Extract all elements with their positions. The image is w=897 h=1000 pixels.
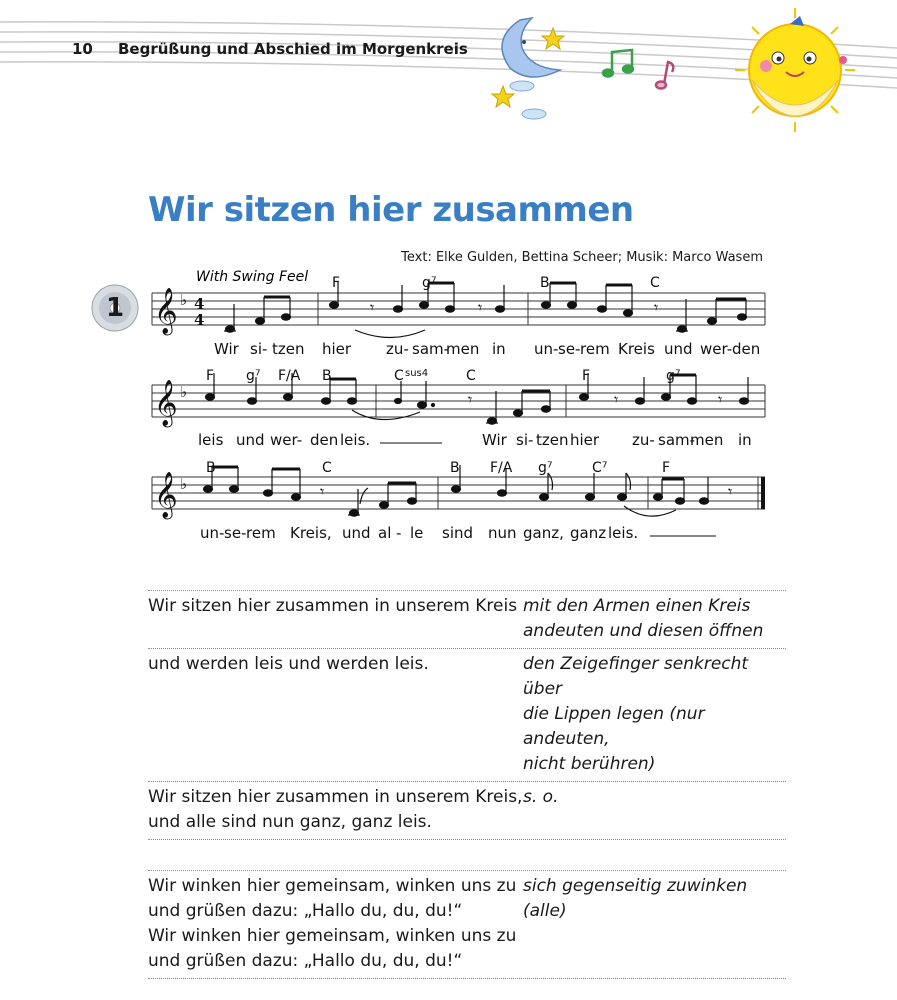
svg-text:𝄾: 𝄾 xyxy=(370,298,375,317)
gesture-line: s. o. xyxy=(523,787,559,807)
treble-clef-icon: 𝄞 xyxy=(154,472,178,518)
lyric-syllable: rem xyxy=(246,524,276,542)
lyric-syllable: den xyxy=(732,340,761,358)
staff-system-1 xyxy=(152,293,765,325)
lyric-syllable: al xyxy=(378,524,392,542)
song-text-line: und grüßen dazu: „Hallo du, du, du!“ xyxy=(148,901,463,921)
chord: B xyxy=(322,368,332,384)
lyric-syllable: wer- xyxy=(700,340,733,358)
song-text-cell xyxy=(148,594,523,644)
lyric-syllable: leis. xyxy=(340,431,371,449)
lyric-syllable: in xyxy=(492,340,506,358)
chord: F xyxy=(206,368,215,384)
lyric-syllable: Kreis, xyxy=(290,524,332,542)
song-text-line: Wir sitzen hier zusammen in unserem Kreis xyxy=(148,596,518,616)
svg-text:𝄾: 𝄾 xyxy=(614,390,619,409)
chord: C xyxy=(394,368,404,384)
chord: B xyxy=(450,460,460,476)
chord: C xyxy=(466,368,476,384)
table-row xyxy=(148,648,786,781)
song-text-line: und grüßen dazu: „Hallo du, du, du!“ xyxy=(148,951,463,971)
lyric-syllable: Wir xyxy=(214,340,239,358)
lyric-syllable: und xyxy=(342,524,371,542)
lyric-syllable: leis xyxy=(198,431,224,449)
gesture-line: andeuten und diesen öffnen xyxy=(523,621,764,641)
svg-text:𝄾: 𝄾 xyxy=(468,390,473,409)
lyric-syllable: in xyxy=(738,431,752,449)
action-table xyxy=(148,590,786,979)
gesture-cell xyxy=(523,652,786,777)
gesture-line: den Zeigefinger senkrecht über xyxy=(523,654,749,699)
chapter-title: Begrüßung und Abschied im Morgenkreis xyxy=(118,40,468,58)
chord: B xyxy=(206,460,216,476)
chord: F xyxy=(332,275,341,291)
lyric-syllable: un- xyxy=(534,340,559,358)
lyric-syllable: ganz, xyxy=(523,524,564,542)
treble-clef-icon: 𝄞 xyxy=(154,288,178,334)
time-signature-icon: 4 xyxy=(194,295,205,313)
gesture-line: nicht berühren) xyxy=(523,754,656,774)
lyric-syllable: zu- xyxy=(632,431,655,449)
flat-icon: ♭ xyxy=(180,383,188,401)
lyric-syllable: wer- xyxy=(270,431,303,449)
lyric-syllable: rem xyxy=(580,340,610,358)
chord: F/A xyxy=(490,460,513,476)
gesture-line: die Lippen legen (nur andeuten, xyxy=(523,704,705,749)
chord: F xyxy=(582,368,591,384)
lyric-syllable: Kreis xyxy=(618,340,655,358)
lyric-syllable: ganz xyxy=(570,524,607,542)
lyric-syllable: und xyxy=(236,431,265,449)
song-credits: Text: Elke Gulden, Bettina Scheer; Musik: Marco Wasem xyxy=(401,250,763,265)
chord-modifier: sus4 xyxy=(405,368,429,379)
song-text-line: Wir winken hier gemeinsam, winken uns zu xyxy=(148,876,517,896)
gesture-cell xyxy=(523,785,786,835)
lyric-syllable: se- xyxy=(224,524,247,542)
svg-text:𝄾: 𝄾 xyxy=(478,298,483,317)
table-row xyxy=(148,781,786,840)
song-text-cell xyxy=(148,874,523,974)
chord: g⁷ xyxy=(666,368,681,384)
lyric-syllable: sind xyxy=(442,524,474,542)
flat-icon: ♭ xyxy=(180,475,188,493)
staff-system-2 xyxy=(152,385,765,417)
table-row xyxy=(148,590,786,648)
chord: C⁷ xyxy=(592,460,608,476)
song-text-cell xyxy=(148,652,523,777)
svg-text:𝄾: 𝄾 xyxy=(320,482,325,501)
song-title: Wir sitzen hier zusammen xyxy=(148,190,634,230)
lyric-syllable: - xyxy=(396,524,402,542)
lyric-syllable: si- xyxy=(250,340,268,358)
track-number: 1 xyxy=(105,293,125,323)
lyric-syllable: sam- xyxy=(412,340,450,358)
page-number: 10 xyxy=(72,40,93,58)
song-text-cell xyxy=(148,785,523,835)
chord: C xyxy=(322,460,332,476)
lyric-syllable: sam- xyxy=(658,431,696,449)
lyric-syllable: hier xyxy=(570,431,600,449)
lyric-syllable: tzen xyxy=(272,340,305,358)
flat-icon: ♭ xyxy=(180,291,188,309)
svg-text:𝄾: 𝄾 xyxy=(654,298,659,317)
treble-clef-icon: 𝄞 xyxy=(154,380,178,426)
gesture-cell xyxy=(523,874,786,974)
lyric-syllable: si- xyxy=(516,431,534,449)
gesture-line: mit den Armen einen Kreis xyxy=(523,596,751,616)
chord: g⁷ xyxy=(246,368,261,384)
lyric-syllable: Wir xyxy=(482,431,507,449)
song-text-line: Wir winken hier gemeinsam, winken uns zu xyxy=(148,926,517,946)
svg-text:𝄾: 𝄾 xyxy=(718,390,723,409)
gesture-cell xyxy=(523,594,786,644)
chord: g⁷ xyxy=(422,275,437,291)
time-signature-icon: 4 xyxy=(194,311,205,329)
lyric-syllable: nun xyxy=(488,524,517,542)
song-text-line: und werden leis und werden leis. xyxy=(148,654,429,674)
gesture-line: sich gegenseitig zuwinken (alle) xyxy=(523,876,748,921)
final-barline xyxy=(761,477,765,509)
lyric-syllable: men xyxy=(446,340,480,358)
tempo-marking: With Swing Feel xyxy=(196,269,309,285)
chord: C xyxy=(650,275,660,291)
chord: g⁷ xyxy=(538,460,553,476)
lyric-syllable: le xyxy=(410,524,424,542)
lyric-syllable: un- xyxy=(200,524,225,542)
lyric-syllable: leis. xyxy=(608,524,639,542)
lyric-syllable: hier xyxy=(322,340,352,358)
table-row xyxy=(148,870,786,979)
song-text-line: und alle sind nun ganz, ganz leis. xyxy=(148,812,432,832)
lyric-syllable: und xyxy=(664,340,693,358)
lyric-syllable: tzen xyxy=(536,431,569,449)
lyric-syllable: men xyxy=(690,431,724,449)
song-text-line: Wir sitzen hier zusammen in unserem Kreis, xyxy=(148,787,523,807)
staff-system-3 xyxy=(152,477,765,509)
lyric-syllable: den xyxy=(310,431,339,449)
chord: F xyxy=(662,460,671,476)
chord: F/A xyxy=(278,368,301,384)
lyric-syllable: zu- xyxy=(386,340,409,358)
lyric-syllable: se- xyxy=(558,340,581,358)
chord: B xyxy=(540,275,550,291)
svg-text:𝄾: 𝄾 xyxy=(728,482,733,501)
